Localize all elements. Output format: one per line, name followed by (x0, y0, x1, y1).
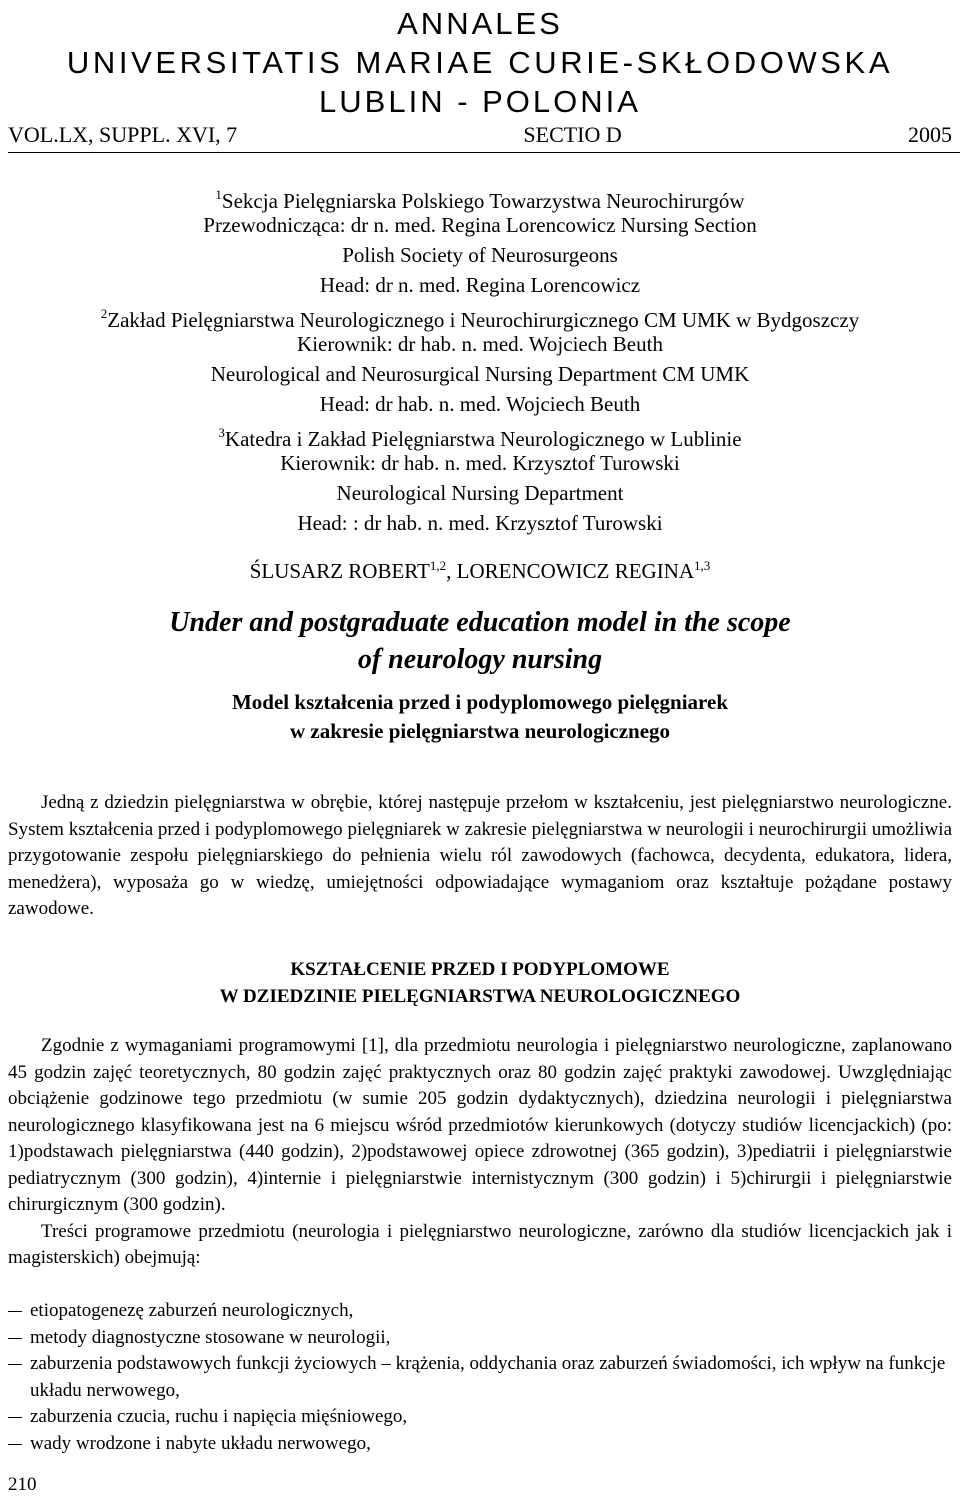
title-line: w zakresie pielęgniarstwa neurologicznego (289, 719, 671, 743)
list-item (8, 1298, 952, 1325)
page-number: 210 (8, 1474, 37, 1495)
abstract-paragraph: Jedną z dziedzin pielęgniarstwa w obrębie, której następuje przełom w kształceniu, jest pielęgniarstwo neurologiczne. System kształcenia przed i podyplomowego pielęgniarek w zakresie pielęgniarstwa w neurologii i neurochirurgii umożliwia przygotowanie zespołu pielęgniarskiego do pełnienia wielu ról zawodowych (fachowca, decydenta, edukatora, lidera, menedżera), wyposaża go w wiedzę, umiejętności odpowiadające wymaganiom oraz kształtuje pożądane postawy zawodowe. (8, 792, 952, 919)
list-item-text: etiopatogenezę zaburzeń neurologicznych, (30, 1300, 354, 1321)
affiliation-line (0, 479, 960, 508)
article-title-english (0, 604, 960, 678)
list-item-text: wady wrodzone i nabyte układu nerwowego, (30, 1432, 371, 1454)
affiliation-line (0, 449, 960, 478)
affiliation-sup: 1 (215, 187, 222, 202)
dash-bullet (8, 1364, 22, 1365)
section-info: SECTIO D (523, 122, 622, 147)
abstract (8, 790, 952, 923)
volume-info: VOL.LX, SUPPL. XVI, 7 (8, 122, 238, 147)
affiliation-text: Przewodnicząca: dr n. med. Regina Lorencowicz Nursing Section (203, 213, 757, 237)
body-paragraph: Zgodnie z wymaganiami programowymi [1], dla przedmiotu neurologia i pielęgniarstwo neurologiczne, zaplanowano 45 godzin zajęć teoretycznych, 80 godzin zajęć praktycznych oraz 80 godzin zajęć praktyki zawodowej. Uwzględniając obciążenie godzinowe tego przedmiotu (w sumie 205 godzin dydaktycznych), dziedzina neurologii i pielęgniarstwa neurologicznego klasyfikowana jest na 6 miejscu wśród przedmiotów kierunkowych (dotyczy studiów licencjackich) (po: 1)podstawach pielęgniarstwa (440 godzin), 2)podstawowej opiece zdrowotnej (365 godzin), 3)pediatrii i pielęgniarstwie pediatrycznym (300 godzin), 4)internie i pielęgniarstwie internistycznym (300 godzin) i 5)chirurgii i pielęgniarstwie chirurgicznym (300 godzin). (8, 1035, 952, 1215)
author-list (0, 551, 960, 586)
title-line: Under and postgraduate education model in the scope (169, 607, 791, 638)
dash-bullet (8, 1417, 22, 1418)
affiliation-text: Neurological Nursing Department (336, 481, 624, 505)
list-item (8, 1351, 952, 1404)
affiliation-text: Head: dr hab. n. med. Wojciech Beuth (319, 392, 641, 416)
affiliation-line (0, 211, 960, 240)
dash-bullet (8, 1311, 22, 1312)
year: 2005 (907, 122, 952, 147)
author-affiliation-sup: 1,2 (429, 558, 447, 573)
journal-location: LUBLIN - POLONIA (319, 84, 641, 119)
list-item (8, 1431, 952, 1458)
journal-name-line1: ANNALES (397, 6, 563, 41)
body-text (8, 1033, 952, 1272)
article-title-polish (0, 688, 960, 746)
affiliation-text: Kierownik: dr hab. n. med. Wojciech Beuth (297, 332, 663, 356)
content-list (8, 1298, 952, 1457)
affiliation-text: Neurological and Neurosurgical Nursing Department CM UMK (210, 362, 750, 386)
title-line: of neurology nursing (357, 644, 603, 675)
affiliation-sup: 2 (100, 306, 108, 321)
affiliation-line (0, 360, 960, 389)
journal-name-line2: UNIVERSITATIS MARIAE CURIE-SKŁODOWSKA (66, 45, 894, 80)
affiliation-text: Kierownik: dr hab. n. med. Krzysztof Turowski (280, 451, 680, 475)
header-rule (8, 152, 960, 153)
affiliation-text: Zakład Pielęgniarstwa Neurologicznego i Neurochirurgicznego CM UMK w Bydgoszczy (107, 308, 860, 332)
heading-line: KSZTAŁCENIE PRZED I PODYPLOMOWE (290, 959, 670, 980)
section-heading (0, 956, 960, 1010)
title-line: Model kształcenia przed i podyplomowego pielęgniarek (231, 690, 728, 714)
dash-bullet (8, 1444, 22, 1445)
affiliation-text: Head: : dr hab. n. med. Krzysztof Turowski (297, 511, 663, 535)
author-separator: , (446, 559, 457, 583)
list-item-text: metody diagnostyczne stosowane w neurologii, (30, 1326, 391, 1348)
affiliation-line (0, 509, 960, 538)
author-affiliation-sup: 1,3 (694, 558, 711, 573)
affiliation-sup: 3 (218, 425, 225, 440)
affiliation-line (0, 390, 960, 419)
list-item (8, 1325, 952, 1352)
author-name: LORENCOWICZ REGINA (456, 559, 695, 583)
list-item-text: zaburzenia czucia, ruchu i napięcia mięśniowego, (30, 1406, 408, 1427)
affiliation-text: Head: dr n. med. Regina Lorencowicz (319, 273, 641, 297)
heading-line: W DZIEDZINIE PIELĘGNIARSTWA NEUROLOGICZNEGO (219, 986, 741, 1007)
body-paragraph: Treści programowe przedmiotu (neurologia i pielęgniarstwo neurologiczne, zarówno dla studiów licencjackich jak i magisterskich) obejmują: (8, 1220, 952, 1268)
author-name: ŚLUSARZ ROBERT (249, 559, 430, 583)
affiliation-line (0, 241, 960, 270)
affiliation-line (0, 330, 960, 359)
affiliation-text: Sekcja Pielęgniarska Polskiego Towarzystwa Neurochirurgów (221, 189, 745, 213)
affiliation-text: Katedra i Zakład Pielęgniarstwa Neurologicznego w Lublinie (224, 427, 742, 451)
dash-bullet (8, 1338, 22, 1339)
affiliation-text: Polish Society of Neurosurgeons (342, 243, 618, 267)
affiliation-line (0, 271, 960, 300)
list-item (8, 1404, 952, 1431)
issue-line (8, 121, 952, 149)
list-item-text: zaburzenia podstawowych funkcji życiowych – krążenia, oddychania oraz zaburzeń świadomości, ich wpływ na funkcje układu nerwowego, (30, 1353, 946, 1401)
